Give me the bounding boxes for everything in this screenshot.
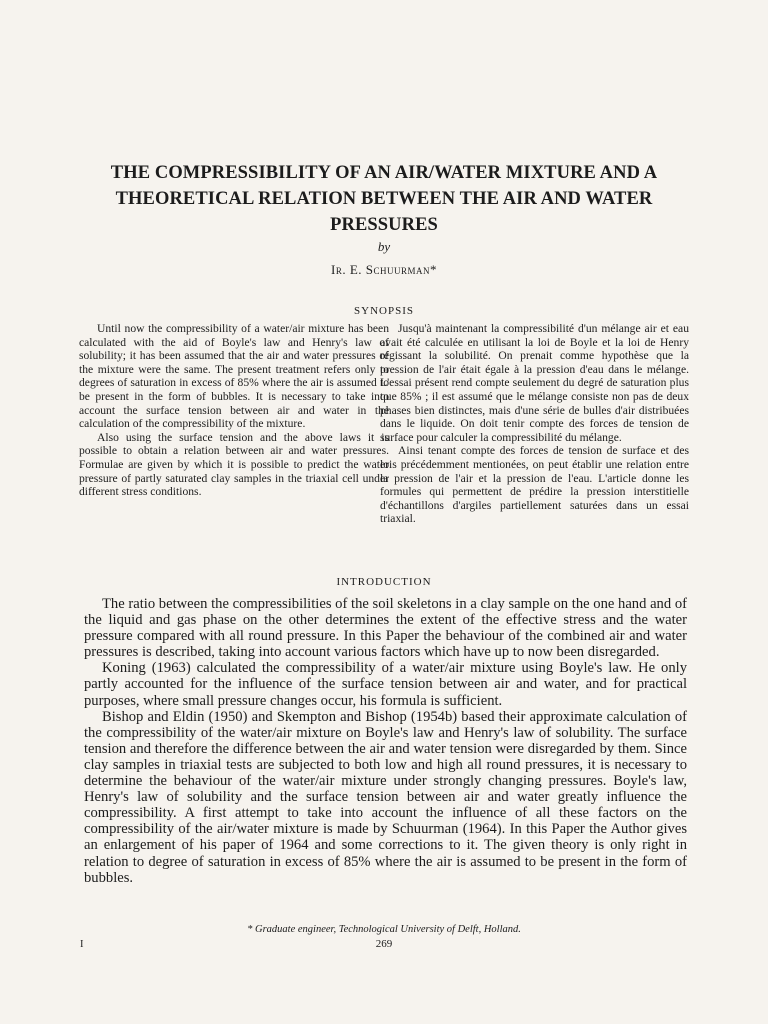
introduction-paragraph: The ratio between the compressibilities of the soil skeletons in a clay sample on the one hand and of the liquid and gas phase on the other determines the extent of the effective stress and the water pressure compared with all round pressure. In this Paper the behaviour of the combined air and water pressures is described, taking into account various factors which have up to now been disregarded. bbox=[84, 596, 687, 661]
introduction-body bbox=[84, 596, 687, 886]
synopsis-en-paragraph: Until now the compressibility of a water/air mixture has been calculated with the aid of Boyle's law and Henry's law of solubility; it has been assumed that the air and water pressures of the mixture were the same. The present treatment refers only to degrees of saturation in excess of 85% where the air is assumed to be present in the form of bubbles. It is necessary to take into account the surface tension between air and water in the calculation of the compressibility of the mixture. bbox=[79, 322, 389, 431]
synopsis-fr-paragraph: Ainsi tenant compte des forces de tension de surface et des lois précédemment mentionées, on peut établir une relation entre la pression de l'air et la pression de l'eau. L'article donne les formules qui permettent de prédire la pression interstitielle d'échantillons d'argiles partiellement saturées dans un essai triaxial. bbox=[380, 444, 689, 526]
byline: by bbox=[377, 239, 391, 254]
page-number: 269 bbox=[375, 938, 393, 950]
synopsis-heading: SYNOPSIS bbox=[354, 305, 414, 317]
synopsis-fr-paragraph: Jusqu'à maintenant la compressibilité d'un mélange air et eau avait été calculée en utilisant la loi de Boyle et la loi de Henry régissant la solubilité. On prenait comme hypothèse que la pression de l'air était égale à la pression d'eau dans le mélange. L'essai présent rend compte seulement du degré de saturation plus que 85% ; il est assumé que le mélange consiste non pas de deux phases bien distinctes, mais d'une série de bulles d'air distribuées dans le liquide. On doit tenir compte des forces de tension de surface pour calculer la compressibilité du mélange. bbox=[380, 322, 689, 444]
synopsis-french bbox=[380, 322, 689, 526]
paper-title: THE COMPRESSIBILITY OF AN AIR/WATER MIXTURE AND A THEORETICAL RELATION BETWEEN THE AIR AND WATER PRESSURES bbox=[110, 163, 658, 235]
author-name: Ir. E. Schuurman* bbox=[330, 262, 437, 277]
synopsis-english bbox=[79, 322, 389, 499]
synopsis-en-paragraph: Also using the surface tension and the above laws it is possible to obtain a relation between air and water pressures. Formulae are given by which it is possible to predict the water pressure of partly saturated clay samples in the triaxial cell under different stress conditions. bbox=[79, 430, 389, 499]
folio-mark: I bbox=[80, 939, 84, 950]
introduction-heading: INTRODUCTION bbox=[336, 576, 432, 588]
introduction-paragraph: Bishop and Eldin (1950) and Skempton and Bishop (1954b) based their approximate calculation of the compressibility of the water/air mixture on Boyle's law and Henry's law of solubility. The surface tension and therefore the difference between the air and water tension were disregarded by them. Since clay samples in triaxial tests are subjected to both low and high all round pressures, it is necessary to determine the behaviour of the water/air mixture under strongly changing pressures. Boyle's law, Henry's law of solubility and the surface tension between air and water greatly influence the compressibility. A first attempt to take into account the influence of all these factors on the compressibility of the air/water mixture is made by Schuurman (1964). In this Paper the Author gives an enlargement of his paper of 1964 and some corrections to it. The given theory is only right in relation to degree of saturation in excess of 85% where the air is assumed to be present in the form of bubbles. bbox=[84, 708, 687, 886]
introduction-paragraph: Koning (1963) calculated the compressibility of a water/air mixture using Boyle's law. He only partly accounted for the influence of the surface tension between air and water, and for practical purposes, where small pressure changes occur, his formula is sufficient. bbox=[84, 660, 687, 709]
footnote: * Graduate engineer, Technological University of Delft, Holland. bbox=[247, 924, 521, 935]
